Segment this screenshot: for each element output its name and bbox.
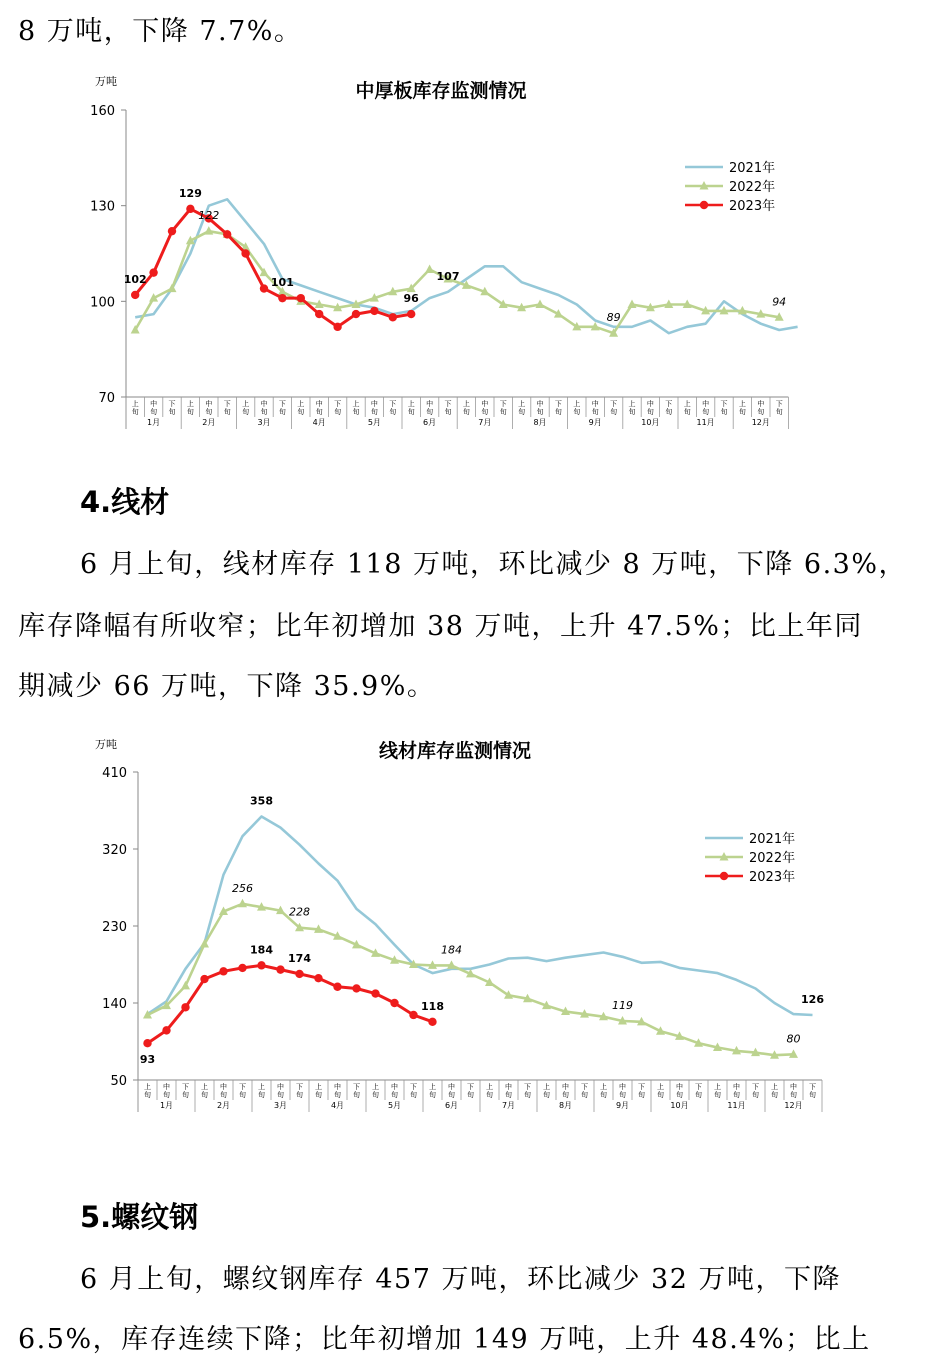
x-month-label: 9月 xyxy=(615,1101,630,1110)
data-point xyxy=(219,967,227,975)
x-period-sub-label: 旬 xyxy=(186,408,194,416)
y-axis-unit-label: 万吨 xyxy=(95,75,117,88)
data-point xyxy=(241,249,249,257)
x-month-label: 3月 xyxy=(273,1101,288,1110)
x-period-sub-label: 旬 xyxy=(518,408,526,416)
x-period-label: 上 xyxy=(242,400,250,408)
x-period-sub-label: 旬 xyxy=(733,1091,740,1099)
x-period-label: 下 xyxy=(353,1083,360,1091)
x-period-sub-label: 旬 xyxy=(144,1091,151,1099)
data-point xyxy=(428,1018,436,1026)
x-period-sub-label: 旬 xyxy=(429,1091,436,1099)
x-period-label: 中 xyxy=(481,400,489,408)
x-month-label: 9月 xyxy=(588,418,602,427)
x-period-sub-label: 旬 xyxy=(809,1091,816,1099)
x-period-label: 下 xyxy=(581,1083,588,1091)
data-point xyxy=(223,230,231,238)
x-period-sub-label: 旬 xyxy=(370,408,378,416)
series-line-2023年 xyxy=(135,209,411,327)
data-label: 94 xyxy=(772,295,787,309)
x-period-sub-label: 旬 xyxy=(182,1091,189,1099)
data-point xyxy=(149,268,157,276)
x-period-label: 中 xyxy=(150,400,158,408)
series-line-2021年 xyxy=(135,199,797,333)
x-period-label: 中 xyxy=(676,1083,683,1091)
data-label: 118 xyxy=(421,999,444,1013)
x-period-label: 上 xyxy=(131,400,139,408)
x-period-sub-label: 旬 xyxy=(296,1091,303,1099)
x-period-label: 下 xyxy=(278,400,286,408)
y-tick-label: 100 xyxy=(90,295,115,311)
x-month-label: 12月 xyxy=(751,418,770,427)
data-point xyxy=(238,899,247,908)
x-period-sub-label: 旬 xyxy=(702,408,710,416)
x-month-label: 1月 xyxy=(159,1101,174,1110)
x-period-sub-label: 旬 xyxy=(505,1091,512,1099)
paragraph-wire-rod-line-2: 库存降幅有所收窄；比年初增加 38 万吨，上升 47.5%；比上年同 xyxy=(18,611,863,642)
x-period-label: 中 xyxy=(205,400,213,408)
y-axis-unit-label: 万吨 xyxy=(95,738,117,751)
data-point xyxy=(333,323,341,331)
data-point xyxy=(370,307,378,315)
data-label: 96 xyxy=(403,292,419,306)
x-period-label: 上 xyxy=(714,1083,721,1091)
legend-entry: 2022年 xyxy=(749,851,796,866)
data-point xyxy=(260,284,268,292)
x-period-sub-label: 旬 xyxy=(223,408,231,416)
x-period-label: 下 xyxy=(168,400,176,408)
x-period-label: 中 xyxy=(426,400,434,408)
data-label: 126 xyxy=(801,992,824,1006)
x-period-sub-label: 旬 xyxy=(426,408,434,416)
x-period-label: 中 xyxy=(646,400,654,408)
x-period-label: 下 xyxy=(296,1083,303,1091)
x-period-label: 下 xyxy=(524,1083,531,1091)
data-label: 101 xyxy=(270,276,294,290)
x-period-label: 下 xyxy=(239,1083,246,1091)
x-period-sub-label: 旬 xyxy=(467,1091,474,1099)
x-period-label: 上 xyxy=(258,1083,265,1091)
data-point xyxy=(352,310,360,318)
x-period-sub-label: 旬 xyxy=(714,1091,721,1099)
x-period-sub-label: 旬 xyxy=(524,1091,531,1099)
x-period-label: 上 xyxy=(352,400,360,408)
chart-wire-rod-inventory xyxy=(0,730,929,1130)
data-point xyxy=(204,226,213,235)
x-period-label: 上 xyxy=(771,1083,778,1091)
x-period-sub-label: 旬 xyxy=(239,1091,246,1099)
paragraph-rebar-line-1: 6 月上旬，螺纹钢库存 457 万吨，环比减少 32 万吨，下降 xyxy=(80,1264,841,1295)
data-label: 228 xyxy=(289,905,310,919)
x-period-sub-label: 旬 xyxy=(258,1091,265,1099)
data-label: 129 xyxy=(178,186,202,200)
x-period-sub-label: 旬 xyxy=(499,408,507,416)
x-period-sub-label: 旬 xyxy=(297,408,305,416)
x-month-label: 2月 xyxy=(202,418,216,427)
x-period-label: 中 xyxy=(334,1083,341,1091)
y-tick-label: 130 xyxy=(90,199,115,215)
x-period-label: 中 xyxy=(370,400,378,408)
x-period-sub-label: 旬 xyxy=(676,1091,683,1099)
x-period-label: 中 xyxy=(391,1083,398,1091)
x-month-label: 3月 xyxy=(257,418,271,427)
x-period-sub-label: 旬 xyxy=(407,408,415,416)
x-month-label: 5月 xyxy=(387,1101,402,1110)
x-period-label: 上 xyxy=(738,400,746,408)
x-period-sub-label: 旬 xyxy=(448,1091,455,1099)
x-period-label: 中 xyxy=(260,400,268,408)
section-heading-wire-rod: 4.线材 xyxy=(80,485,170,519)
chart-plate-inventory xyxy=(0,70,929,450)
data-point xyxy=(407,310,415,318)
x-period-label: 中 xyxy=(505,1083,512,1091)
x-period-label: 中 xyxy=(702,400,710,408)
data-point xyxy=(238,964,246,972)
x-period-sub-label: 旬 xyxy=(775,408,783,416)
x-period-label: 中 xyxy=(619,1083,626,1091)
data-label: 184 xyxy=(250,943,273,957)
x-period-sub-label: 旬 xyxy=(554,408,562,416)
legend-entry: 2021年 xyxy=(749,832,796,847)
chart-title: 中厚板库存监测情况 xyxy=(355,80,527,102)
x-period-sub-label: 旬 xyxy=(573,408,581,416)
data-point xyxy=(371,989,379,997)
x-period-sub-label: 旬 xyxy=(738,408,746,416)
paragraph-wire-rod-line-3: 期减少 66 万吨，下降 35.9%。 xyxy=(18,671,436,702)
x-period-sub-label: 旬 xyxy=(150,408,158,416)
x-period-label: 上 xyxy=(628,400,636,408)
x-period-label: 下 xyxy=(638,1083,645,1091)
data-label: 174 xyxy=(288,951,311,965)
x-period-label: 下 xyxy=(223,400,231,408)
data-label: 102 xyxy=(123,272,147,286)
x-month-label: 8月 xyxy=(558,1101,573,1110)
x-period-sub-label: 旬 xyxy=(352,408,360,416)
x-period-sub-label: 旬 xyxy=(201,1091,208,1099)
x-period-label: 中 xyxy=(220,1083,227,1091)
data-point xyxy=(297,294,305,302)
x-month-label: 6月 xyxy=(423,418,437,427)
x-period-label: 上 xyxy=(201,1083,208,1091)
y-tick-label: 50 xyxy=(110,1074,127,1089)
x-period-label: 下 xyxy=(720,400,728,408)
x-period-label: 中 xyxy=(562,1083,569,1091)
x-period-sub-label: 旬 xyxy=(683,408,691,416)
x-period-label: 下 xyxy=(389,400,397,408)
data-point xyxy=(390,999,398,1007)
x-period-sub-label: 旬 xyxy=(205,408,213,416)
data-point xyxy=(162,1026,170,1034)
x-period-label: 中 xyxy=(757,400,765,408)
x-period-label: 上 xyxy=(683,400,691,408)
x-month-label: 11月 xyxy=(727,1101,746,1110)
x-period-label: 上 xyxy=(372,1083,379,1091)
x-month-label: 10月 xyxy=(670,1101,689,1110)
data-point xyxy=(276,965,284,973)
x-period-sub-label: 旬 xyxy=(168,408,176,416)
x-period-label: 上 xyxy=(144,1083,151,1091)
x-period-sub-label: 旬 xyxy=(131,408,139,416)
x-month-label: 4月 xyxy=(330,1101,345,1110)
x-period-label: 中 xyxy=(591,400,599,408)
data-point xyxy=(181,1003,189,1011)
legend-entry: 2021年 xyxy=(729,161,776,176)
x-period-sub-label: 旬 xyxy=(591,408,599,416)
paragraph-wire-rod-line-1: 6 月上旬，线材库存 118 万吨，环比减少 8 万吨，下降 6.3%， xyxy=(80,549,907,580)
x-period-label: 下 xyxy=(554,400,562,408)
x-period-sub-label: 旬 xyxy=(790,1091,797,1099)
data-label: 358 xyxy=(250,794,273,808)
paragraph-line-top: 8 万吨，下降 7.7%。 xyxy=(18,16,303,47)
data-label: 107 xyxy=(436,269,460,283)
x-period-sub-label: 旬 xyxy=(260,408,268,416)
data-point xyxy=(389,313,397,321)
x-month-label: 12月 xyxy=(784,1101,803,1110)
x-period-label: 上 xyxy=(186,400,194,408)
x-period-label: 下 xyxy=(467,1083,474,1091)
data-point xyxy=(278,294,286,302)
x-period-label: 上 xyxy=(657,1083,664,1091)
data-point xyxy=(257,961,265,969)
x-period-sub-label: 旬 xyxy=(543,1091,550,1099)
series-line-2021年 xyxy=(148,817,813,1016)
x-period-sub-label: 旬 xyxy=(444,408,452,416)
legend-entry: 2023年 xyxy=(749,870,796,885)
x-period-sub-label: 旬 xyxy=(646,408,654,416)
x-period-label: 中 xyxy=(790,1083,797,1091)
x-period-sub-label: 旬 xyxy=(752,1091,759,1099)
x-period-label: 中 xyxy=(315,400,323,408)
data-label: 80 xyxy=(786,1032,801,1046)
data-point xyxy=(186,205,194,213)
legend-entry: 2022年 xyxy=(729,180,776,195)
data-point xyxy=(181,981,190,990)
data-label: 89 xyxy=(606,311,621,325)
data-point xyxy=(131,291,139,299)
data-point xyxy=(333,983,341,991)
x-period-sub-label: 旬 xyxy=(657,1091,664,1099)
x-period-sub-label: 旬 xyxy=(410,1091,417,1099)
x-month-label: 5月 xyxy=(367,418,381,427)
x-period-sub-label: 旬 xyxy=(391,1091,398,1099)
y-tick-label: 320 xyxy=(102,843,127,858)
x-period-sub-label: 旬 xyxy=(562,1091,569,1099)
x-period-sub-label: 旬 xyxy=(486,1091,493,1099)
chart-title: 线材库存监测情况 xyxy=(378,740,532,762)
y-tick-label: 160 xyxy=(90,104,115,119)
x-period-sub-label: 旬 xyxy=(619,1091,626,1099)
x-period-label: 下 xyxy=(695,1083,702,1091)
data-point xyxy=(168,227,176,235)
data-point xyxy=(143,1039,151,1047)
x-month-label: 1月 xyxy=(147,418,161,427)
data-label: 184 xyxy=(441,943,462,957)
x-period-label: 下 xyxy=(410,1083,417,1091)
y-tick-label: 70 xyxy=(98,391,115,406)
x-period-sub-label: 旬 xyxy=(665,408,673,416)
x-period-label: 上 xyxy=(600,1083,607,1091)
legend-marker xyxy=(720,872,728,880)
data-point xyxy=(315,310,323,318)
x-period-sub-label: 旬 xyxy=(334,1091,341,1099)
x-period-sub-label: 旬 xyxy=(242,408,250,416)
x-month-label: 7月 xyxy=(501,1101,516,1110)
x-period-label: 上 xyxy=(407,400,415,408)
x-period-sub-label: 旬 xyxy=(771,1091,778,1099)
x-period-sub-label: 旬 xyxy=(315,408,323,416)
x-month-label: 2月 xyxy=(216,1101,231,1110)
x-period-label: 上 xyxy=(315,1083,322,1091)
paragraph-rebar-line-2: 6.5%，库存连续下降；比年初增加 149 万吨，上升 48.4%；比上 xyxy=(18,1324,871,1355)
x-period-sub-label: 旬 xyxy=(481,408,489,416)
x-period-label: 中 xyxy=(277,1083,284,1091)
x-period-label: 中 xyxy=(733,1083,740,1091)
x-period-sub-label: 旬 xyxy=(334,408,342,416)
data-point xyxy=(425,264,434,273)
data-point xyxy=(409,1011,417,1019)
x-period-sub-label: 旬 xyxy=(163,1091,170,1099)
data-point xyxy=(200,975,208,983)
data-label: 93 xyxy=(139,1053,156,1067)
data-label: 122 xyxy=(198,209,220,223)
x-month-label: 7月 xyxy=(478,418,492,427)
section-heading-rebar: 5.螺纹钢 xyxy=(80,1200,199,1234)
x-period-label: 下 xyxy=(182,1083,189,1091)
x-month-label: 4月 xyxy=(312,418,326,427)
y-tick-label: 230 xyxy=(102,920,127,935)
x-period-sub-label: 旬 xyxy=(353,1091,360,1099)
data-point xyxy=(352,984,360,992)
legend-marker xyxy=(700,201,708,209)
x-month-label: 6月 xyxy=(444,1101,459,1110)
data-point xyxy=(295,970,303,978)
y-tick-label: 410 xyxy=(102,766,127,781)
x-month-label: 11月 xyxy=(696,418,715,427)
x-month-label: 10月 xyxy=(641,418,660,427)
x-period-label: 上 xyxy=(297,400,305,408)
x-period-sub-label: 旬 xyxy=(536,408,544,416)
x-period-label: 上 xyxy=(462,400,470,408)
x-period-sub-label: 旬 xyxy=(462,408,470,416)
x-period-label: 上 xyxy=(429,1083,436,1091)
x-period-sub-label: 旬 xyxy=(277,1091,284,1099)
x-period-sub-label: 旬 xyxy=(720,408,728,416)
x-period-label: 下 xyxy=(610,400,618,408)
x-period-label: 下 xyxy=(499,400,507,408)
x-period-sub-label: 旬 xyxy=(628,408,636,416)
x-period-label: 下 xyxy=(665,400,673,408)
x-period-label: 中 xyxy=(448,1083,455,1091)
x-period-sub-label: 旬 xyxy=(600,1091,607,1099)
x-period-label: 下 xyxy=(334,400,342,408)
x-period-label: 下 xyxy=(752,1083,759,1091)
data-point xyxy=(314,974,322,982)
x-period-sub-label: 旬 xyxy=(220,1091,227,1099)
x-period-label: 中 xyxy=(536,400,544,408)
x-period-label: 下 xyxy=(775,400,783,408)
x-period-label: 上 xyxy=(486,1083,493,1091)
x-month-label: 8月 xyxy=(533,418,547,427)
data-label: 256 xyxy=(232,881,253,895)
x-period-sub-label: 旬 xyxy=(389,408,397,416)
x-period-sub-label: 旬 xyxy=(278,408,286,416)
x-period-sub-label: 旬 xyxy=(757,408,765,416)
legend-entry: 2023年 xyxy=(729,199,776,214)
series-line-2022年 xyxy=(148,904,794,1055)
x-period-sub-label: 旬 xyxy=(695,1091,702,1099)
data-label: 119 xyxy=(612,998,633,1012)
x-period-label: 上 xyxy=(543,1083,550,1091)
x-period-label: 上 xyxy=(573,400,581,408)
y-tick-label: 140 xyxy=(102,997,127,1012)
x-period-label: 下 xyxy=(809,1083,816,1091)
x-period-label: 下 xyxy=(444,400,452,408)
x-period-sub-label: 旬 xyxy=(610,408,618,416)
x-period-sub-label: 旬 xyxy=(638,1091,645,1099)
x-period-sub-label: 旬 xyxy=(372,1091,379,1099)
x-period-sub-label: 旬 xyxy=(581,1091,588,1099)
x-period-label: 上 xyxy=(518,400,526,408)
x-period-sub-label: 旬 xyxy=(315,1091,322,1099)
x-period-label: 中 xyxy=(163,1083,170,1091)
